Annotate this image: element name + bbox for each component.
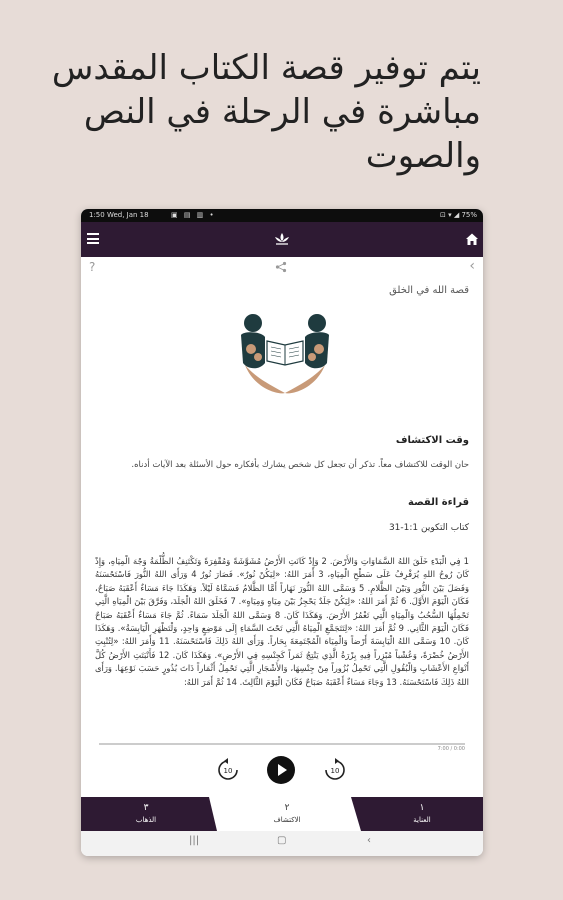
- people-reading-illustration: [225, 305, 345, 397]
- step-tabs: [81, 797, 483, 831]
- system-nav-bar: [81, 831, 483, 856]
- tab-go[interactable]: [81, 797, 211, 831]
- section-discovery-text: حان الوقت للاكتشاف معاً. تذكر أن تجعل كل شخص يشارك بأفكاره حول الأسئلة بعد الآيات أدناه.: [131, 460, 469, 470]
- back-chevron-icon[interactable]: ‹: [469, 258, 475, 274]
- headline-line-3: والصوت: [365, 136, 481, 176]
- help-icon[interactable]: ?: [89, 260, 96, 274]
- story-content: [95, 285, 469, 687]
- svg-text:10: 10: [223, 767, 233, 775]
- app-bar: [81, 222, 483, 257]
- audio-controls: [81, 757, 483, 787]
- forward-10-icon[interactable]: [322, 757, 348, 783]
- status-bar: [81, 209, 483, 222]
- tab-discovery-label: الاكتشاف: [273, 816, 301, 824]
- tab-care-label: العناية: [413, 816, 431, 824]
- progress-time: 7:00 / 0:00: [437, 746, 465, 752]
- headline-line-2: مباشرة في الرحلة في النص: [83, 92, 481, 132]
- scripture-text: 1 فِي الْبَدْءِ خَلَقَ اللهُ السَّمَاوَاتِ وَالأَرْضَ. 2 وَإِذْ كَانَتِ الأَرْضُ مُشَوَّشَةً وَمُقْفِرَةً وَتَكْتَنِفُ الظُّلْمَةُ وَجْهَ الْمِيَاهِ، وَإِذْ كَانَ رُوحُ اللهِ يُرَفْرِفُ عَلَى سَطْحِ الْمِيَاهِ، 3 أَمَرَ اللهُ: «لِيَكُنْ نُورٌ». فَصَارَ نُورٌ 4 وَرَأَى اللهُ النُّورَ فَاسْتَحْسَنَهُ وَفَصَلَ بَيْنَ النُّورِ وَبَيْنَ الظَّلامِ. 5 وَسَمَّى اللهُ النُّورَ نَهَاراً أَمَّا الظَّلامُ فَسَمَّاهُ لَيْلاً. وَهَكَذَا جَاءَ مَسَاءٌ أَعْقَبَهُ صَبَاحٌ، فَكَانَ الْيَوْمَ الأَوَّلَ. 6 ثُمَّ أَمَرَ اللهُ: «لِيَكُنْ جَلَدٌ يَحْجِزُ بَيْنَ مِيَاهٍ وَمِيَاهٍ». 7 فَخَلَقَ اللهُ الْجَلَدَ، وَفَرَّقَ بَيْنَ الْمِيَاهِ الَّتِي تَحْمِلُهَا السُّحُبُ وَالْمِيَاهِ الَّتِي تَغْمُرُ الأَرْضَ. وَهَكَذَا كَانَ. 8 وَسَمَّى اللهُ الْجَلَدَ سَمَاءً. ثُمَّ جَاءَ مَسَاءٌ أَعْقَبَهُ صَبَاحٌ فَكَانَ الْيَوْمَ الثَّانِي. 9 ثُمَّ أَمَرَ اللهُ: «لِتَتَجَمَّعِ الْمِيَاهُ الَّتِي تَحْتَ السَّمَاءِ إِلَى مَوْضِعٍ وَاحِدٍ، وَلْتَظْهَرِ الْيَابِسَةُ». وَهَكَذَا كَانَ. 10 وَسَمَّى اللهُ الْيَابِسَةَ أَرْضاً وَالْمِيَاهَ الْمُجْتَمِعَةَ بِحَاراً. وَرَأَى اللهُ ذَلِكَ فَاسْتَحْسَنَهُ. 11 وَأَمَرَ اللهُ: «لِتُنْبِتِ الأَرْضُ خُضْرَةً، وَعُشْباً مُبْزِراً فِيهِ بِزْرَةُ الَّذِي يَنْتِجُ ثَمَراً كَجِنْسِهِ فِي الأَرْضِ». وَهَكَذَا كَانَ. 12 فَأَنْبَتَتِ الأَرْضُ كُلَّ أَنْوَاعِ الأَعْشَابِ وَالْبُقُولِ الَّتِي تَحْمِلُ بُزُوراً مِنْ جِنْسِهَا، وَالأَشْجَارِ الَّتِي تَحْمِلُ أَثْمَاراً ذَاتَ بُذُورٍ حَسَبَ نَوْعِهَا. وَرَأَى اللهُ ذَلِكَ فَاسْتَحْسَنَهُ. 13 وَجَاءَ مَسَاءٌ أَعْقَبَهُ صَبَاحٌ فَكَانَ الْيَوْمَ الثَّالِثَ. 14 ثُمَّ أَمَرَ اللهُ:: [95, 556, 469, 687]
- status-battery: ⊡ ▾ ◢ 75%: [440, 211, 477, 219]
- play-icon[interactable]: [266, 755, 296, 785]
- hamburger-icon[interactable]: [87, 233, 99, 245]
- audio-progress[interactable]: [99, 743, 465, 752]
- section-title-reading: قراءة القصة: [408, 497, 469, 508]
- home-nav-icon[interactable]: ▢: [277, 835, 287, 846]
- share-icon[interactable]: [275, 261, 287, 273]
- svg-text:10: 10: [330, 767, 340, 775]
- tab-go-label: الذهاب: [135, 816, 157, 824]
- status-notification-icons: ▣ ▤ ▥ •: [171, 211, 216, 219]
- promo-headline: [40, 46, 481, 178]
- section-title-discovery: وقت الاكتشاف: [395, 435, 469, 446]
- content-toolbar: [81, 257, 483, 279]
- tab-discovery[interactable]: [217, 797, 357, 831]
- tab-care[interactable]: [361, 797, 483, 831]
- status-time: 1:50 Wed, Jan 18: [89, 211, 149, 219]
- recents-nav-icon[interactable]: |||: [189, 835, 200, 846]
- scripture-reference: كتاب التكوين 1:1-31: [388, 523, 469, 533]
- tab-discovery-number: ٢: [284, 803, 290, 813]
- replay-10-icon[interactable]: [215, 757, 241, 783]
- lotus-logo-icon: [272, 229, 292, 249]
- story-title: قصة الله في الخلق: [389, 285, 469, 296]
- tablet-screen: [81, 209, 483, 856]
- progress-track[interactable]: [99, 743, 465, 745]
- headline-line-1: يتم توفير قصة الكتاب المقدس: [51, 48, 481, 88]
- back-nav-icon[interactable]: ‹: [367, 835, 371, 846]
- tab-go-number: ٣: [143, 803, 149, 813]
- tab-care-number: ١: [419, 803, 425, 813]
- home-icon[interactable]: [465, 232, 479, 246]
